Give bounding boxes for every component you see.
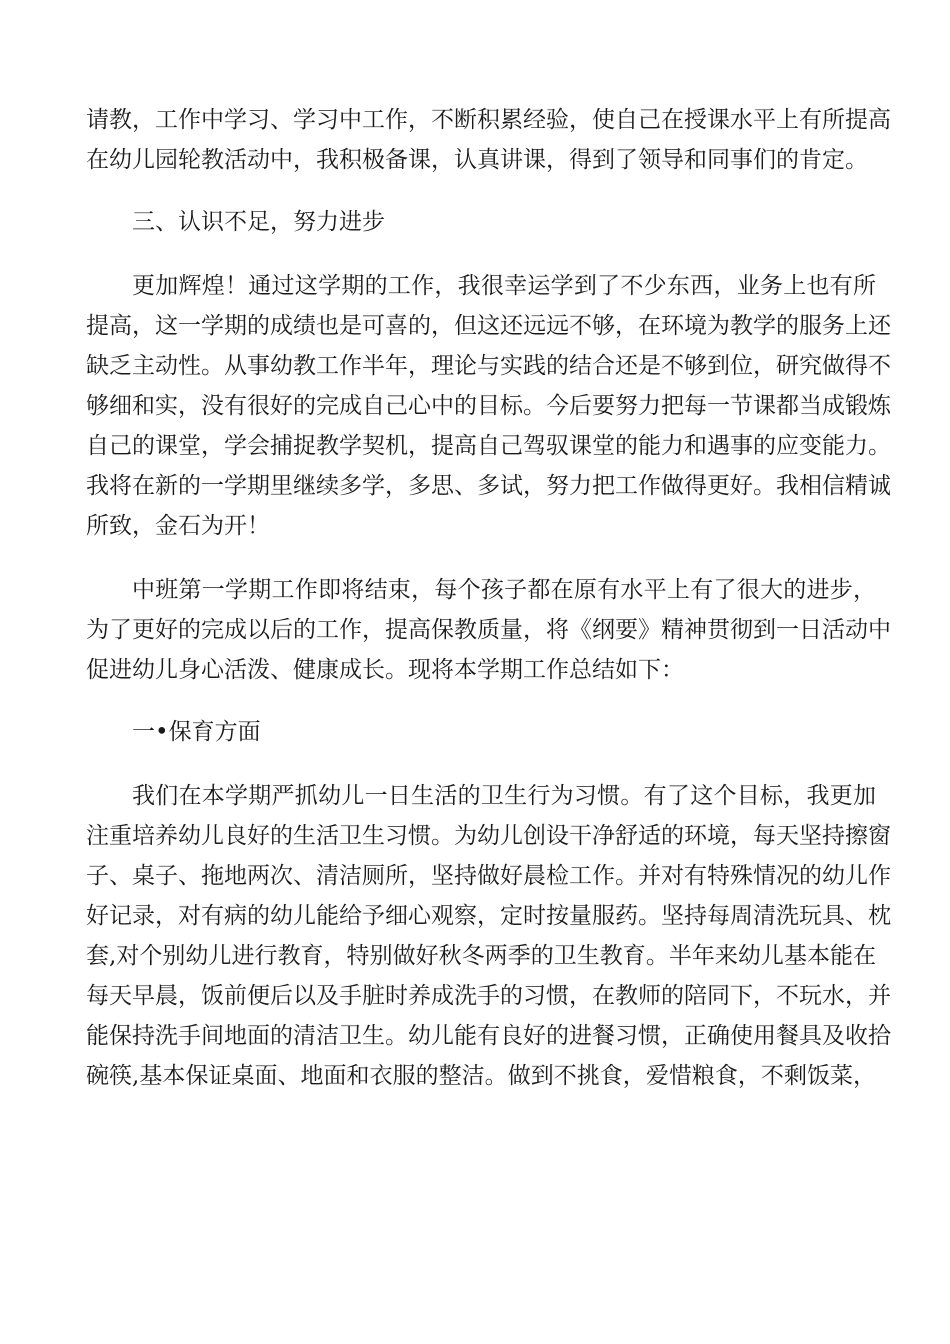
text-line: 套,对个别幼儿进行教育，特别做好秋冬两季的卫生教育。半年来幼儿基本能在 <box>86 943 876 969</box>
text-line: 注重培养幼儿良好的生活卫生习惯。为幼儿创设干净舒适的环境，每天坚持擦窗 <box>86 823 891 849</box>
text-line: 缺乏主动性。从事幼教工作半年，理论与实践的结合还是不够到位，研究做得不 <box>86 353 891 379</box>
text-line: 自己的课堂，学会捕捉教学契机，提高自己驾驭课堂的能力和遇事的应变能力。 <box>86 433 891 459</box>
text-line: 够细和实，没有很好的完成自己心中的目标。今后要努力把每一节课都当成锻炼 <box>86 393 891 419</box>
section-heading-1: 一•保育方面 <box>132 719 261 745</box>
document-page <box>86 100 891 1096</box>
paragraph-2 <box>86 266 891 546</box>
text-line: 促进幼儿身心活泼、健康成长。现将本学期工作总结如下： <box>86 657 684 683</box>
text-line: 碗筷,基本保证桌面、地面和衣服的整洁。做到不挑食，爱惜粮食，不剩饭菜， <box>86 1063 876 1089</box>
text-line: 子、桌子、拖地两次、清洁厕所，坚持做好晨检工作。并对有特殊情况的幼儿作 <box>86 863 891 889</box>
text-line: 我将在新的一学期里继续多学，多思、多试，努力把工作做得更好。我相信精诚 <box>86 473 891 499</box>
text-line: 在幼儿园轮教活动中，我积极备课，认真讲课，得到了领导和同事们的肯定。 <box>86 147 868 173</box>
text-line: 更加辉煌！通过这学期的工作，我很幸运学到了不少东西，业务上也有所 <box>132 273 876 299</box>
text-line: 提高，这一学期的成绩也是可喜的，但这还远远不够，在环境为教学的服务上还 <box>86 313 891 339</box>
text-line: 能保持洗手间地面的清洁卫生。幼儿能有良好的进餐习惯，正确使用餐具及收拾 <box>86 1023 891 1049</box>
text-line: 我们在本学期严抓幼儿一日生活的卫生行为习惯。有了这个目标，我更加 <box>132 783 876 809</box>
section-heading-3: 三、认识不足，努力进步 <box>132 209 385 235</box>
text-line: 请教，工作中学习、学习中工作，不断积累经验，使自己在授课水平上有所提高 <box>86 107 891 133</box>
paragraph-4 <box>86 776 891 1096</box>
text-line: 所致，金石为开！ <box>86 513 270 539</box>
paragraph-3 <box>86 570 891 690</box>
text-line: 为了更好的完成以后的工作，提高保教质量，将《纲要》精神贯彻到一日活动中 <box>86 617 891 643</box>
text-line: 好记录，对有病的幼儿能给予细心观察，定时按量服药。坚持每周清洗玩具、枕 <box>86 903 891 929</box>
text-line: 中班第一学期工作即将结束，每个孩子都在原有水平上有了很大的进步， <box>132 577 876 603</box>
paragraph-1 <box>86 100 891 180</box>
text-line: 每天早晨，饭前便后以及手脏时养成洗手的习惯，在教师的陪同下，不玩水，并 <box>86 983 891 1009</box>
